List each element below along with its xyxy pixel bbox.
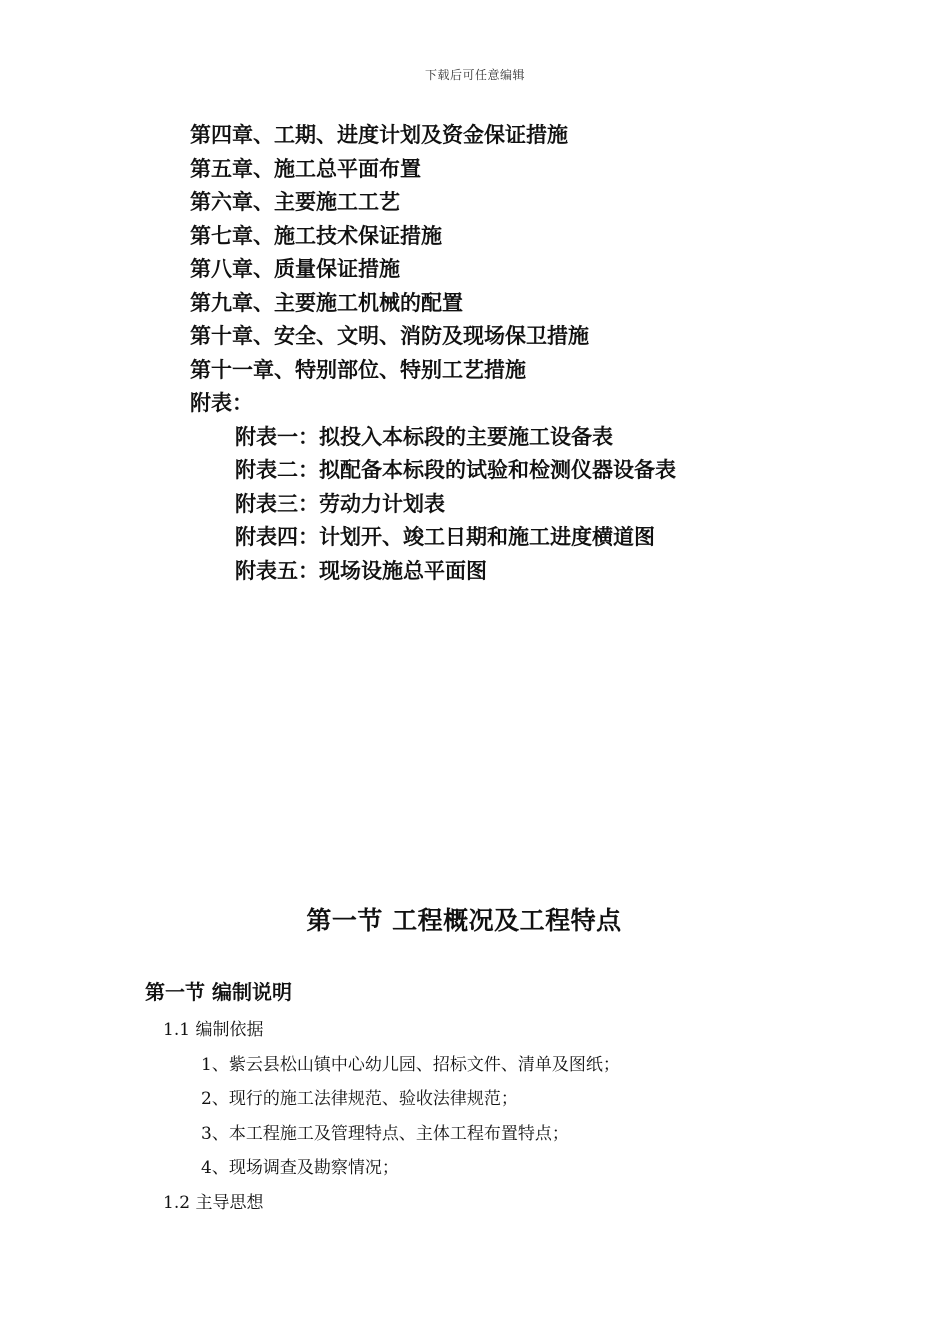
guiding-heading: 1.2 主导思想 [163,1192,264,1213]
toc-chapter-10: 第十章、安全、文明、消防及现场保卫措施 [190,323,589,348]
table-of-contents [190,118,890,587]
basis-item-1: 1、紫云县松山镇中心幼儿园、招标文件、清单及图纸； [201,1054,620,1075]
basis-heading: 1.1 编制依据 [163,1020,264,1040]
toc-appendix-5: 附表五：现场设施总平面图 [235,557,487,583]
section-title: 第一节 工程概况及工程特点 [306,906,622,935]
toc-appendix-label: 附表： [190,390,253,415]
toc-chapter-11: 第十一章、特别部位、特别工艺措施 [190,356,526,382]
toc-chapter-7: 第七章、施工技术保证措施 [190,222,442,248]
toc-chapter-9: 第九章、主要施工机械的配置 [190,289,463,315]
subsection-title: 第一节 编制说明 [145,980,292,1004]
toc-chapter-5: 第五章、施工总平面布置 [190,155,421,181]
header-note: 下载后可任意编辑 [424,68,525,82]
toc-appendix-4: 附表四：计划开、竣工日期和施工进度横道图 [235,524,655,549]
basis-item-4: 4、现场调查及勘察情况； [201,1158,399,1178]
toc-appendix-list [190,420,890,588]
toc-chapter-4: 第四章、工期、进度计划及资金保证措施 [190,122,568,147]
toc-appendix-3: 附表三：劳动力计划表 [235,490,445,516]
toc-chapter-8: 第八章、质量保证措施 [190,256,400,281]
basis-item-3: 3、本工程施工及管理特点、主体工程布置特点； [201,1123,569,1144]
section-body [0,1013,950,1220]
toc-chapter-6: 第六章、主要施工工艺 [190,189,400,214]
basis-item-2: 2、现行的施工法律规范、验收法律规范； [201,1089,518,1109]
toc-appendix-2: 附表二：拟配备本标段的试验和检测仪器设备表 [235,457,676,482]
toc-appendix-1: 附表一：拟投入本标段的主要施工设备表 [235,423,613,449]
